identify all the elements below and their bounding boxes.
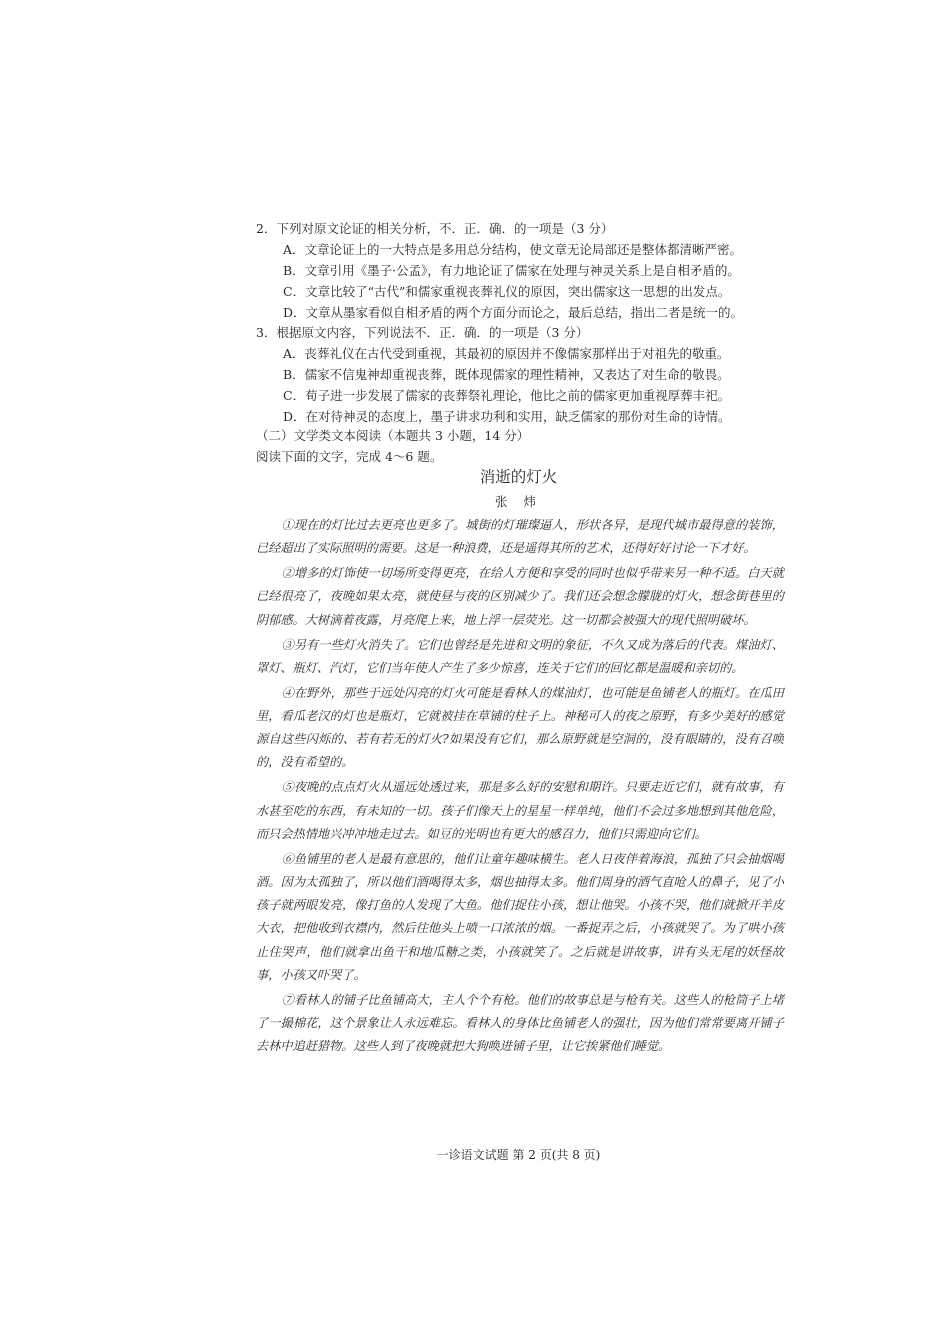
- section-header: [256, 425, 816, 467]
- paragraph-3: ③另有一些灯火消失了。它们也曾经是先进和文明的象征，不久又成为落后的代表。煤油灯、罩灯、瓶灯、汽灯，它们当年使人产生了多少惊喜，连关于它们的回忆都是温暖和亲切的。: [256, 637, 784, 675]
- article-title: 消逝的灯火: [479, 468, 558, 486]
- option-d: D．在对待神灵的态度上，墨子讲求功利和实用，缺乏儒家的那份对生命的诗情。: [283, 409, 731, 424]
- option-d: D．文章从墨家看似自相矛盾的两个方面分而论之，最后总结，指出二者是统一的。: [283, 305, 744, 320]
- paragraph-1: ①现在的灯比过去更亮也更多了。城街的灯璀璨逼人，形状各异，是现代城市最得意的装饰，已经超出了实际照明的需要。这是一种浪费，还是遥得其所的艺术，还得好好讨论一下才好。: [256, 518, 784, 556]
- question-2: [256, 218, 816, 323]
- article-body: [256, 514, 784, 1060]
- option-b: B．儒家不信鬼神却重视丧葬，既体现儒家的理性精神，又表达了对生命的敬畏。: [283, 367, 730, 382]
- paragraph-5: ⑤夜晚的点点灯火从遥远处透过来，那是多么好的安慰和期许。只要走近它们，就有故事，有水甚至吃的东西，有未知的一切。孩子们像天上的星星一样单纯，他们不会过多地想到其他危险，而只会热情地兴冲冲地走过去。如豆的光明也有更大的感召力，他们只需迎向它们。: [256, 780, 784, 841]
- paragraph-7: ⑦看林人的铺子比鱼铺高大，主人个个有枪。他们的故事总是与枪有关。这些人的枪筒子上堵了一撮棉花，这个景象让人永远难忘。看林人的身体比鱼铺老人的强壮，因为他们常常要离开铺子去林中追赶猎物。这些人到了夜晚就把大狗唤进铺子里，让它挨紧他们睡觉。: [256, 992, 784, 1054]
- option-a: A．丧葬礼仪在古代受到重视，其最初的原因并不像儒家那样出于对祖先的敬重。: [283, 346, 730, 361]
- option-c: C．荀子进一步发展了儒家的丧葬祭礼理论，他比之前的儒家更加重视厚葬丰祀。: [283, 388, 731, 403]
- paragraph-2: ②增多的灯饰使一切场所变得更亮，在给人方便和享受的同时也似乎带来另一种不适。白天就已经很亮了，夜晚如果太亮，就使昼与夜的区别减少了。我们还会想念朦胧的灯火，想念街巷里的阴郁感。大树滴着夜露，月亮爬上来，地上浮一层荧光。这一切都会被强大的现代照明破坏。: [256, 566, 784, 627]
- paragraph-4: ④在野外，那些于远处闪亮的灯火可能是看林人的煤油灯，也可能是鱼铺老人的瓶灯。在瓜田里，看瓜老汉的灯也是瓶灯，它就被挂在草铺的柱子上。神秘可人的夜之原野，有多少美好的感觉源自这些闪烁的、若有若无的灯火?如果没有它们，那么原野就是空洞的，没有眼睛的，没有召唤的，没有希望的。: [256, 685, 784, 770]
- option-b: B．文章引用《墨子·公孟》，有力地论证了儒家在处理与神灵关系上是自相矛盾的。: [283, 263, 740, 278]
- question-stem: 2．下列对原文论证的相关分析，不．正．确．的一项是（3 分）: [256, 221, 614, 236]
- section-instruction: 阅读下面的文字，完成 4～6 题。: [256, 449, 443, 464]
- option-a: A．文章论证上的一大特点是多用总分结构，使文章无论局部还是整体都清晰严密。: [283, 242, 743, 257]
- question-3: [256, 322, 816, 427]
- section-heading: （二）文学类文本阅读（本题共 3 小题，14 分）: [256, 428, 530, 443]
- paragraph-6: ⑥鱼铺里的老人是最有意思的，他们让童年趣味横生。老人日夜伴着海浪，孤独了只会抽烟喝酒。因为太孤独了，所以他们酒喝得太多，烟也抽得太多。他们周身的酒气直呛人的鼻子，见了小孩子就两眼发亮，像打鱼的人发现了大鱼。他们捉住小孩，想让他哭。小孩不哭，他们就掀开羊皮大衣，把他收到衣襟内，然后往他头上喷一口浓浓的烟。一番捉弄之后，小孩就哭了。为了哄小孩止住哭声，他们就拿出鱼干和地瓜糖之类，小孩就笑了。之后就是讲故事，讲有头无尾的妖怪故事，小孩又吓哭了。: [256, 851, 784, 982]
- article-author: 张 炜: [495, 494, 542, 509]
- page-footer: 一诊语文试题 第 2 页(共 8 页): [436, 1148, 601, 1162]
- question-stem: 3．根据原文内容，下列说法不．正．确．的一项是（3 分）: [256, 325, 589, 340]
- option-c: C．文章比较了“古代”和儒家重视丧葬礼仪的原因，突出儒家这一思想的出发点。: [283, 284, 731, 299]
